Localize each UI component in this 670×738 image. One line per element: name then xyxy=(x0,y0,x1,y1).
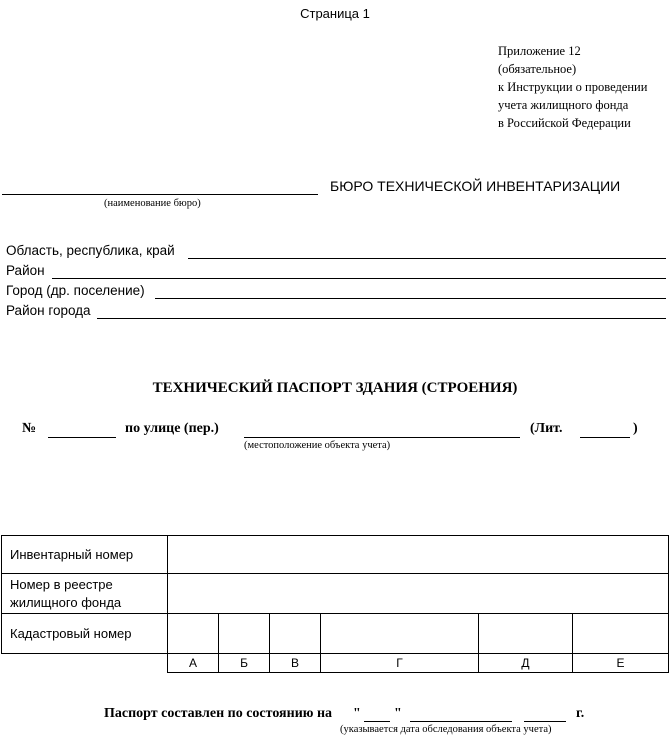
column-letter: Д xyxy=(479,654,573,673)
lit-line[interactable] xyxy=(580,437,630,438)
table-row xyxy=(2,654,669,673)
column-letter: А xyxy=(168,654,219,673)
building-number-line[interactable] xyxy=(48,437,116,438)
column-letter: Е xyxy=(573,654,669,673)
appendix-line: к Инструкции о проведении xyxy=(498,80,648,94)
quote-close: " xyxy=(394,706,402,721)
bureau-name-caption: (наименование бюро) xyxy=(104,198,201,209)
cadastral-cell-a[interactable] xyxy=(168,614,219,654)
city-line[interactable] xyxy=(155,298,666,299)
lit-label: (Лит. xyxy=(530,421,563,436)
inventory-number-label: Инвентарный номер xyxy=(2,536,168,574)
month-line[interactable] xyxy=(410,721,512,722)
location-caption: (местоположение объекта учета) xyxy=(244,440,391,451)
table-row xyxy=(2,536,669,574)
district-line[interactable] xyxy=(52,278,666,279)
appendix-line: в Российской Федерации xyxy=(498,116,631,130)
city-district-label: Район города xyxy=(6,303,91,318)
cadastral-cell-v[interactable] xyxy=(270,614,321,654)
street-line[interactable] xyxy=(244,437,520,438)
document-title: ТЕХНИЧЕСКИЙ ПАСПОРТ ЗДАНИЯ (СТРОЕНИЯ) xyxy=(152,380,518,396)
lit-close-paren: ) xyxy=(633,421,638,436)
registry-number-label-line: Номер в реестре xyxy=(10,576,113,592)
region-line[interactable] xyxy=(188,258,666,259)
bureau-name-line[interactable] xyxy=(2,194,318,195)
city-district-line[interactable] xyxy=(97,318,666,319)
column-letter: В xyxy=(270,654,321,673)
table-row xyxy=(2,614,669,654)
appendix-line: Приложение 12 xyxy=(498,44,581,58)
day-line[interactable] xyxy=(364,721,390,722)
date-caption: (указывается дата обследования объекта учета) xyxy=(340,724,552,735)
number-sign: № xyxy=(22,421,37,436)
year-suffix: г. xyxy=(576,706,585,721)
appendix-block xyxy=(498,42,647,132)
column-letter: Б xyxy=(219,654,270,673)
cadastral-cell-d[interactable] xyxy=(479,614,573,654)
bureau-title: БЮРО ТЕХНИЧЕСКОЙ ИНВЕНТАРИЗАЦИИ xyxy=(330,178,621,194)
cadastral-cell-e[interactable] xyxy=(573,614,669,654)
cadastral-number-label: Кадастровый номер xyxy=(2,614,168,654)
registry-number-label xyxy=(2,574,168,614)
cadastral-cell-b[interactable] xyxy=(219,614,270,654)
registry-table xyxy=(1,535,669,673)
inventory-number-cell[interactable] xyxy=(168,536,669,574)
cadastral-cell-g[interactable] xyxy=(321,614,479,654)
appendix-line: (обязательное) xyxy=(498,62,577,76)
table-row xyxy=(2,574,669,614)
column-letter: Г xyxy=(321,654,479,673)
registry-number-label-line: жилищного фонда xyxy=(10,594,122,610)
district-label: Район xyxy=(6,263,45,278)
page-label: Страница 1 xyxy=(300,6,370,21)
passport-date-label: Паспорт составлен по состоянию на xyxy=(104,706,333,721)
year-line[interactable] xyxy=(524,721,566,722)
city-label: Город (др. поселение) xyxy=(6,283,145,298)
region-label: Область, республика, край xyxy=(6,243,175,258)
street-label: по улице (пер.) xyxy=(125,421,219,436)
registry-number-cell[interactable] xyxy=(168,574,669,614)
quote-open: " xyxy=(353,706,361,721)
appendix-line: учета жилищного фонда xyxy=(498,98,629,112)
